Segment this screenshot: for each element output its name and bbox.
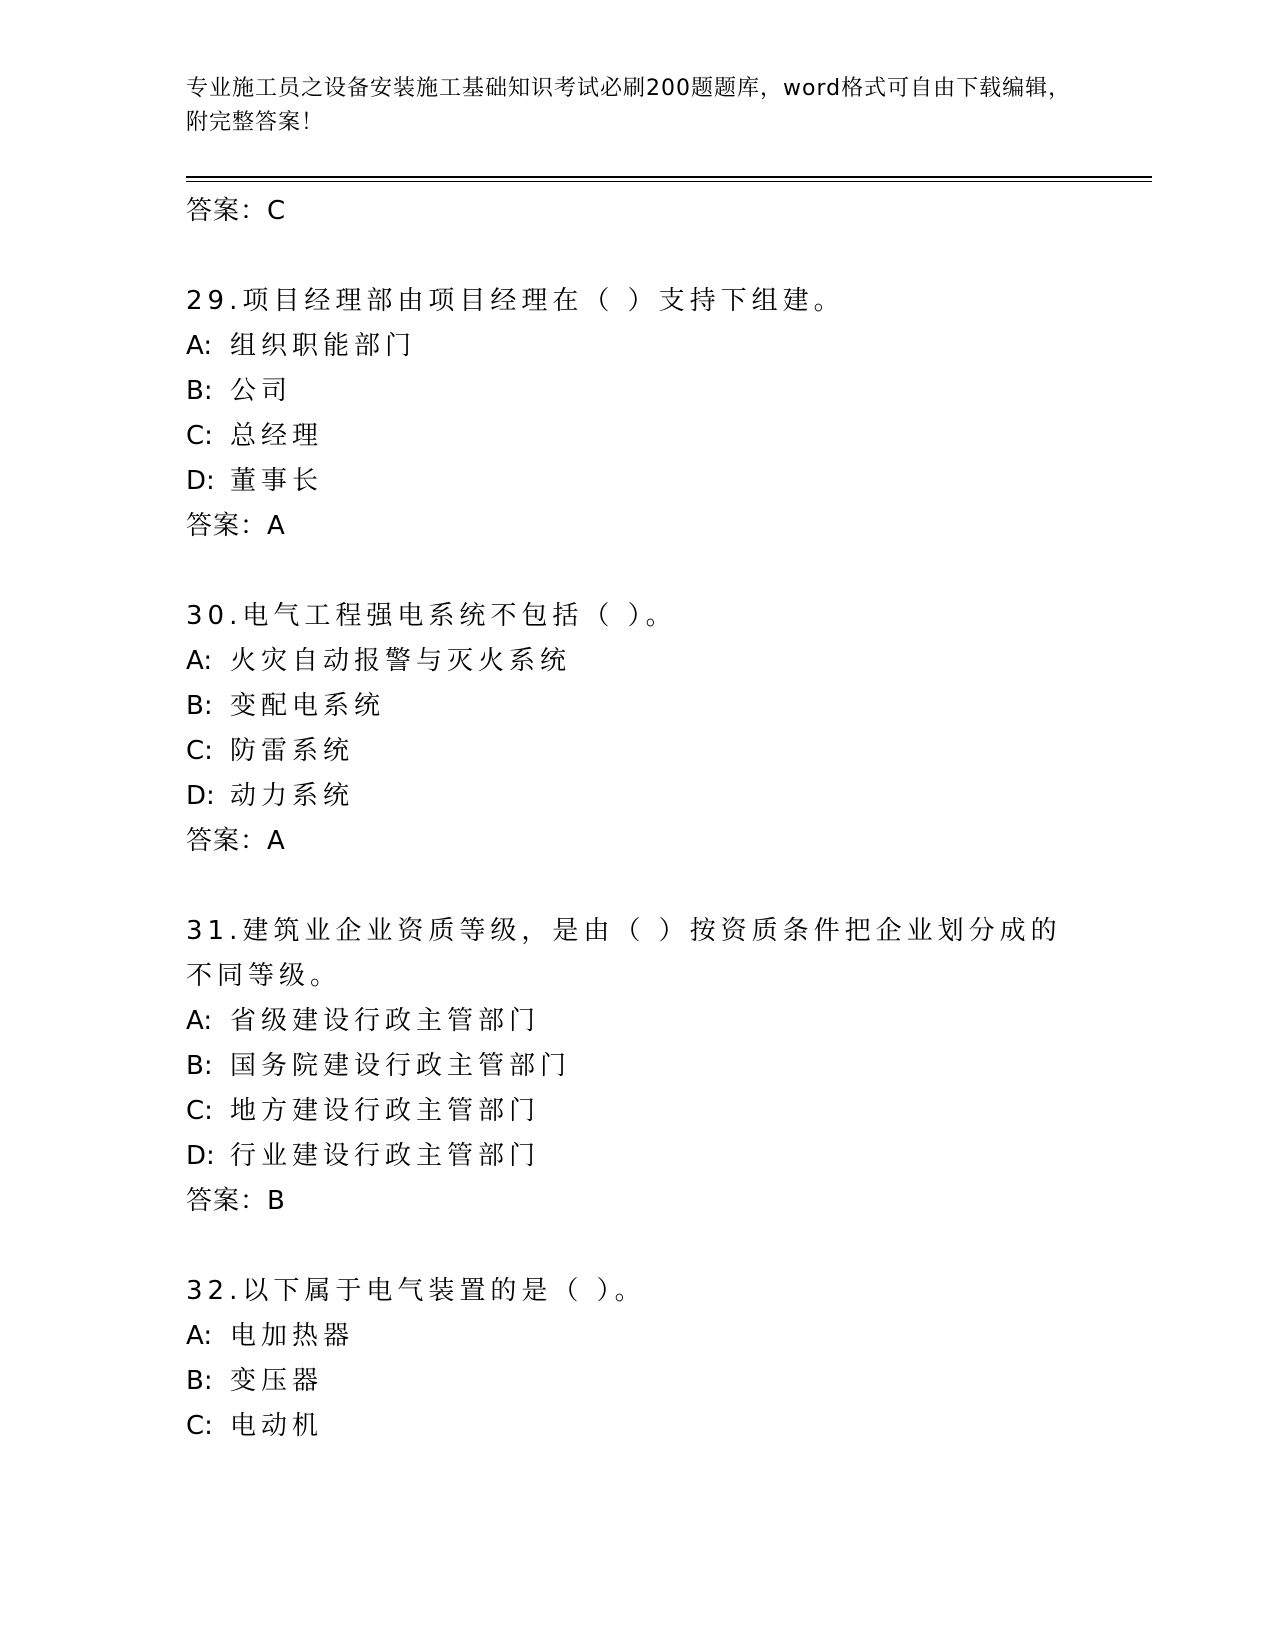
question-item — [186, 279, 1086, 549]
answer-label: 答案： — [186, 1186, 268, 1216]
answer-value: A — [267, 826, 286, 856]
option-a — [186, 324, 1086, 369]
question-item — [186, 594, 1086, 864]
option-text: 变配电系统 — [230, 691, 386, 721]
option-text: 地方建设行政主管部门 — [230, 1096, 541, 1126]
question-stem: 29.项目经理部由项目经理在（ ）支持下组建。 — [186, 286, 845, 316]
option-letter: A: — [186, 1321, 213, 1351]
option-letter: A: — [186, 646, 213, 676]
option-c — [186, 1404, 1086, 1449]
option-d — [186, 1134, 1086, 1179]
option-b — [186, 1044, 1086, 1089]
option-text: 国务院建设行政主管部门 — [230, 1051, 572, 1081]
option-text: 火灾自动报警与灭火系统 — [230, 646, 572, 676]
option-letter: C: — [186, 1096, 213, 1126]
answer-value: C — [267, 196, 287, 226]
option-text: 省级建设行政主管部门 — [230, 1006, 541, 1036]
option-letter: B: — [186, 376, 213, 406]
option-letter: D: — [186, 781, 215, 811]
answer-line — [186, 819, 1086, 864]
option-c — [186, 414, 1086, 459]
answer-label: 答案： — [186, 826, 268, 856]
option-text: 电加热器 — [230, 1321, 355, 1351]
answer-label: 答案： — [186, 196, 268, 226]
option-letter: B: — [186, 691, 213, 721]
option-letter: B: — [186, 1051, 213, 1081]
option-b — [186, 684, 1086, 729]
answer-value: B — [267, 1186, 286, 1216]
question-item — [186, 909, 1086, 1224]
answer-label: 答案： — [186, 511, 268, 541]
question-list — [186, 189, 1086, 1449]
answer-line — [186, 1179, 1086, 1224]
header-divider — [186, 176, 1152, 182]
document-header: 专业施工员之设备安装施工基础知识考试必刷200题题库，word格式可自由下载编辑，附完整答案！ — [186, 76, 1072, 135]
answer-line — [186, 504, 1086, 549]
option-letter: D: — [186, 466, 215, 496]
option-letter: A: — [186, 331, 213, 361]
answer-value: A — [267, 511, 286, 541]
option-text: 电动机 — [230, 1411, 324, 1441]
question-item — [186, 1269, 1086, 1449]
option-d — [186, 459, 1086, 504]
option-d — [186, 774, 1086, 819]
option-a — [186, 1314, 1086, 1359]
option-text: 行业建设行政主管部门 — [230, 1141, 541, 1171]
option-letter: B: — [186, 1366, 213, 1396]
option-c — [186, 1089, 1086, 1134]
option-text: 公司 — [230, 376, 293, 406]
question-stem: 31.建筑业企业资质等级，是由（ ）按资质条件把企业划分成的不同等级。 — [186, 916, 1062, 991]
option-b — [186, 1359, 1086, 1404]
option-text: 总经理 — [230, 421, 324, 451]
option-letter: C: — [186, 736, 213, 766]
option-letter: C: — [186, 1411, 213, 1441]
option-letter: C: — [186, 421, 213, 451]
option-text: 董事长 — [230, 466, 324, 496]
option-b — [186, 369, 1086, 414]
option-c — [186, 729, 1086, 774]
answer-line — [186, 189, 1086, 234]
question-stem: 32.以下属于电气装置的是（ ）。 — [186, 1276, 646, 1306]
question-stem: 30.电气工程强电系统不包括（ ）。 — [186, 601, 677, 631]
option-a — [186, 999, 1086, 1044]
option-letter: D: — [186, 1141, 215, 1171]
option-text: 动力系统 — [230, 781, 355, 811]
option-text: 防雷系统 — [230, 736, 355, 766]
option-letter: A: — [186, 1006, 213, 1036]
option-a — [186, 639, 1086, 684]
option-text: 变压器 — [230, 1366, 324, 1396]
option-text: 组织职能部门 — [230, 331, 417, 361]
